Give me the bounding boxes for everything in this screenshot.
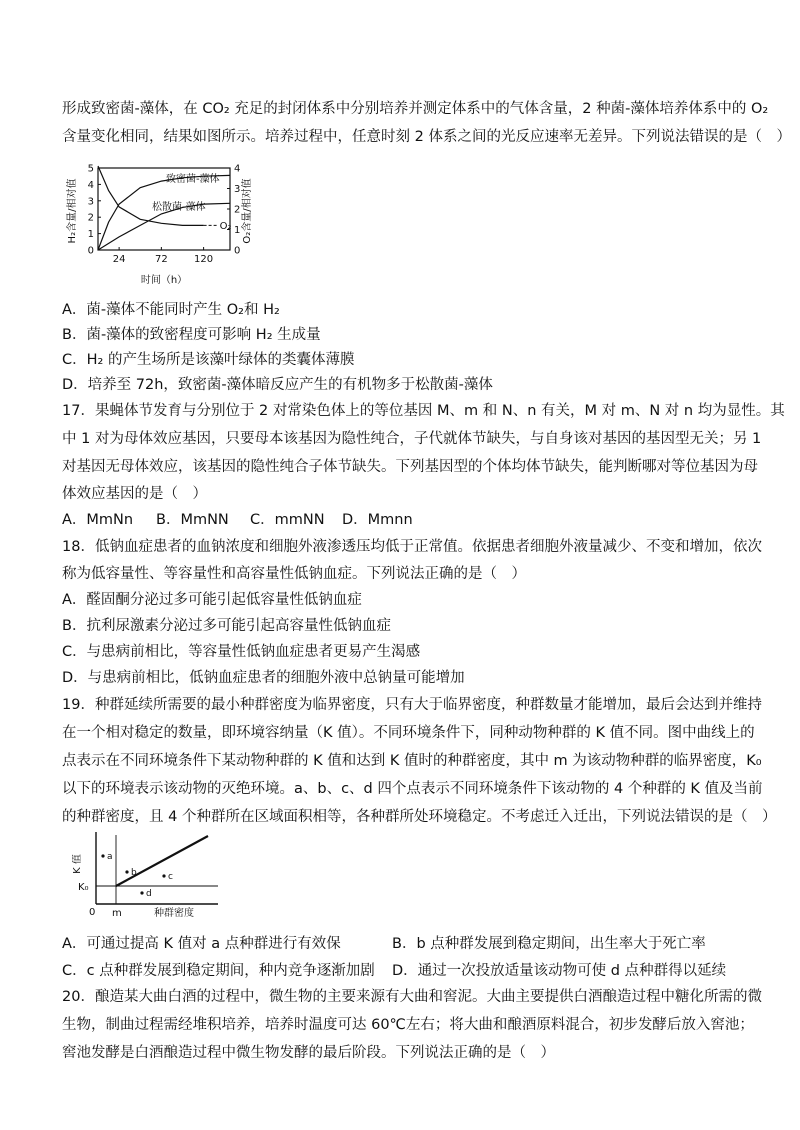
q16-series-label-loose: 松散菌-藻体 <box>152 202 206 213</box>
q16-x-axis-label: 时间（h） <box>140 275 188 286</box>
q18-option-c[interactable]: C．与患病前相比，等容量性低钠血症患者更易产生渴感 <box>62 644 421 660</box>
q16-option-b[interactable]: B．菌-藻体的致密程度可影响 H₂ 生成量 <box>62 327 321 343</box>
q16-option-c[interactable]: C．H₂ 的产生场所是该藻叶绿体的类囊体薄膜 <box>62 352 355 368</box>
q19-x-label: 种群密度 <box>154 908 194 919</box>
q16-series-label-o2: O₂ <box>219 220 232 232</box>
q19-point-a-label: a <box>107 852 113 862</box>
q17-option-b[interactable]: B．MmNN <box>156 512 229 528</box>
q18-option-a[interactable]: A．醛固酮分泌过多可能引起低容量性低钠血症 <box>62 592 362 608</box>
q18-stem-line-1: 18．低钠血症患者的血钠浓度和细胞外液渗透压均低于正常值。依据患者细胞外液量减少、不变和增加，依次 <box>62 539 762 555</box>
q18-option-d[interactable]: D．与患病前相比，低钠血症患者的细胞外液中总钠量可能增加 <box>62 670 465 686</box>
q19-k-value-figure <box>72 830 222 922</box>
q19-origin-label: 0 <box>89 907 96 918</box>
q19-point-d-label: d <box>146 889 152 899</box>
q19-point-d <box>140 891 143 894</box>
q16-left-tick-label: 4 <box>87 179 94 191</box>
q16-right-axis-label: O₂含量/相对值 <box>242 178 253 244</box>
q19-k0-label: K₀ <box>78 882 89 893</box>
q16-series-label-dense: 致密菌-藻体 <box>166 174 220 185</box>
q17-stem-line-2: 中 1 对为母体效应基因，只要母本该基因为隐性纯合，子代就体节缺失，与自身该对基因的基因型无关；另 1 <box>62 431 762 447</box>
q17-option-d[interactable]: D．Mmnn <box>342 512 413 528</box>
q19-stem-line-3: 点表示在不同环境条件下某动物种群的 K 值和达到 K 值时的种群密度，其中 m 为该动物种群的临界密度，K₀ <box>62 753 762 769</box>
q16-right-tick-label: 3 <box>234 184 241 195</box>
q17-stem-line-4: 体效应基因的是（ ） <box>62 486 207 502</box>
q19-option-c[interactable]: C．c 点种群发展到稳定期间，种内竞争逐渐加剧 <box>62 963 375 979</box>
q19-option-b[interactable]: B．b 点种群发展到稳定期间，出生率大于死亡率 <box>392 936 706 952</box>
q19-option-a[interactable]: A．可通过提高 K 值对 a 点种群进行有效保 <box>62 936 341 952</box>
q16-option-a[interactable]: A．菌-藻体不能同时产生 O₂和 H₂ <box>62 302 280 318</box>
q16-left-axis-label: H₂含量/相对值 <box>67 178 78 244</box>
q16-stem-line-2: 含量变化相同，结果如图所示。培养过程中，任意时刻 2 体系之间的光反应速率无差异。下列说法错误的是（ ） <box>62 129 791 145</box>
q17-option-a[interactable]: A．MmNn <box>62 512 134 528</box>
q16-right-tick-label: 1 <box>234 225 241 236</box>
q19-point-c <box>162 874 165 877</box>
q19-point-b <box>125 870 128 873</box>
q16-right-tick-label: 0 <box>234 245 241 257</box>
q20-stem-line-3: 窖池发酵是白酒酿造过程中微生物发酵的最后阶段。下列说法正确的是（ ） <box>62 1045 555 1061</box>
q16-left-tick-label: 5 <box>87 163 94 175</box>
q16-left-tick-label: 1 <box>87 229 94 241</box>
q19-m-label: m <box>112 908 122 919</box>
q17-option-c[interactable]: C．mmNN <box>250 512 325 528</box>
q19-stem-line-1: 19．种群延续所需要的最小种群密度为临界密度，只有大于临界密度，种群数量才能增加，最后会达到并维持 <box>62 697 762 713</box>
q19-point-b-label: b <box>131 868 137 878</box>
q19-stem-line-4: 以下的环境表示该动物的灭绝环境。a、b、c、d 四个点表示不同环境条件下该动物的 4 个种群的 K 值及当前 <box>62 781 763 797</box>
q17-stem-line-1: 17．果蝇体节发育与分别位于 2 对常染色体上的等位基因 M、m 和 N、n 有关，M 对 m、N 对 n 均为显性。其 <box>62 403 785 419</box>
q16-option-d[interactable]: D．培养至 72h，致密菌-藻体暗反应产生的有机物多于松散菌-藻体 <box>62 377 493 393</box>
q16-x-tick-label: 24 <box>112 254 126 265</box>
q19-stem-line-5: 的种群密度，且 4 个种群所在区域面积相等，各种群所处环境稳定。不考虑迁入迁出，下列说法错误的是（ ） <box>62 809 777 825</box>
q16-left-tick-label: 3 <box>87 196 94 208</box>
q19-point-a <box>101 854 104 857</box>
q16-gas-content-chart <box>62 158 262 288</box>
q19-y-label: K 值 <box>72 854 83 874</box>
q17-stem-line-3: 对基因无母体效应，该基因的隐性纯合子体节缺失。下列基因型的个体均体节缺失，能判断哪对等位基因为母 <box>62 459 758 475</box>
q16-x-tick-label: 72 <box>154 254 168 265</box>
q16-stem-line-1: 形成致密菌-藻体，在 CO₂ 充足的封闭体系中分别培养并测定体系中的气体含量，2 种菌-藻体培养体系中的 O₂ <box>62 101 769 117</box>
q16-left-tick-label: 0 <box>87 245 94 257</box>
q20-stem-line-2: 生物，制曲过程需经堆积培养，培养时温度可达 60℃左右；将大曲和酿酒原料混合，初步发酵后放入窖池； <box>62 1017 754 1033</box>
q16-right-tick-label: 2 <box>234 204 241 216</box>
q19-point-c-label: c <box>168 872 173 882</box>
q16-right-tick-label: 4 <box>234 163 241 175</box>
q19-k-curve <box>116 836 208 886</box>
q16-left-tick-label: 2 <box>87 212 94 224</box>
q19-stem-line-2: 在一个相对稳定的数量，即环境容纳量（K 值）。不同环境条件下，同种动物种群的 K 值不同。图中曲线上的 <box>62 725 755 741</box>
q18-option-b[interactable]: B．抗利尿激素分泌过多可能引起高容量性低钠血症 <box>62 618 391 634</box>
q18-stem-line-2: 称为低容量性、等容量性和高容量性低钠血症。下列说法正确的是（ ） <box>62 566 526 582</box>
q19-option-d[interactable]: D．通过一次投放适量该动物可使 d 点种群得以延续 <box>392 963 727 979</box>
q20-stem-line-1: 20．酿造某大曲白酒的过程中，微生物的主要来源有大曲和窖泥。大曲主要提供白酒酿造过程中糖化所需的微 <box>62 989 762 1005</box>
q16-x-tick-label: 120 <box>194 254 214 265</box>
